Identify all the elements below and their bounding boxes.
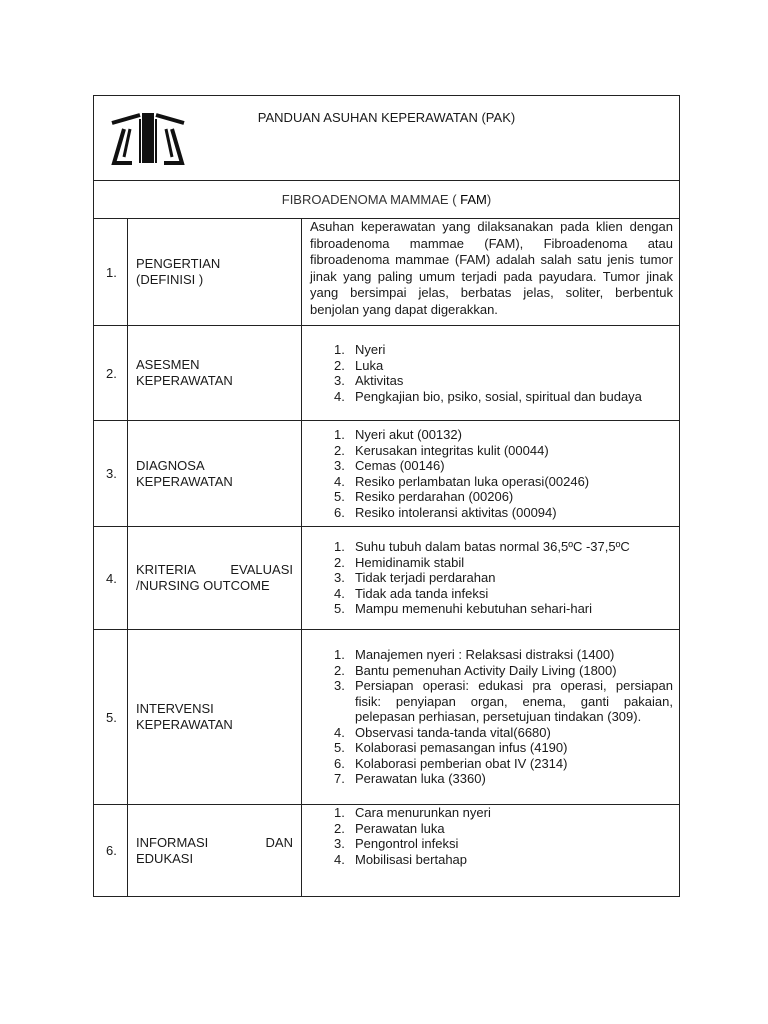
row-number: 1. xyxy=(94,219,128,326)
list-item: 1. Suhu tubuh dalam batas normal 36,5ºC -37,5ºC xyxy=(334,539,630,555)
list-item: 1. Manajemen nyeri : Relaksasi distraksi (1400) xyxy=(334,647,615,663)
list-cell xyxy=(302,805,680,897)
topic-abbr: FAM xyxy=(460,192,487,207)
list-item: 4. Observasi tanda-tanda vital(6680) xyxy=(334,724,551,740)
list-item: 1. Nyeri xyxy=(334,342,386,357)
list-item: 3. Aktivitas xyxy=(334,373,404,388)
numbered-list xyxy=(310,342,673,404)
topic-suffix: ) xyxy=(486,192,492,207)
list-item: 2. Hemidinamik stabil xyxy=(334,554,465,570)
list-item: 5. Mampu memenuhi kebutuhan sehari-hari xyxy=(334,601,593,617)
topic-title xyxy=(282,192,491,207)
table-row xyxy=(94,326,680,421)
row-label-line: ASESMEN xyxy=(136,357,200,372)
row-label xyxy=(128,326,302,421)
definition-cell xyxy=(302,219,680,326)
list-item: 4. Mobilisasi bertahap xyxy=(334,851,468,867)
numbered-list xyxy=(310,805,673,867)
list-item: 5. Kolaborasi pemasangan infus (4190) xyxy=(334,740,568,756)
table-row xyxy=(94,421,680,527)
list-item: 3. Cemas (00146) xyxy=(334,458,445,473)
topic-cell xyxy=(94,181,680,219)
header-cell xyxy=(94,96,680,181)
row-label xyxy=(128,421,302,527)
row-label xyxy=(128,527,302,630)
list-cell xyxy=(302,421,680,527)
row-label-line: /NURSING OUTCOME xyxy=(136,578,270,593)
list-cell xyxy=(302,630,680,805)
row-label-line: INFORMASI DAN xyxy=(136,834,293,850)
row-label-line: INTERVENSI xyxy=(136,701,214,716)
list-item: 2. Perawatan luka xyxy=(334,820,445,836)
list-item: 7. Perawatan luka (3360) xyxy=(334,771,486,787)
list-item: 4. Pengkajian bio, psiko, sosial, spiritual dan budaya xyxy=(334,388,642,404)
row-label-line: (DEFINISI ) xyxy=(136,272,204,287)
list-item: 4. Tidak ada tanda infeksi xyxy=(334,585,489,601)
row-label-line: DIAGNOSA xyxy=(136,457,205,473)
table-row xyxy=(94,630,680,805)
list-item: 2. Luka xyxy=(334,357,384,373)
row-number: 6. xyxy=(94,805,128,897)
row-label-line: PENGERTIAN xyxy=(136,256,221,271)
row-number: 5. xyxy=(94,630,128,805)
list-item: 6. Resiko intoleransi aktivitas (00094) xyxy=(334,504,557,520)
row-number: 4. xyxy=(94,527,128,630)
table-row xyxy=(94,805,680,897)
row-label-line: KEPERAWATAN xyxy=(136,373,233,388)
header-row xyxy=(94,96,680,181)
list-item: 5. Resiko perdarahan (00206) xyxy=(334,489,514,504)
row-label-line: KEPERAWATAN xyxy=(136,717,233,732)
document-title: PANDUAN ASUHAN KEPERAWATAN (PAK) xyxy=(257,110,516,125)
row-number: 3. xyxy=(94,421,128,527)
row-label xyxy=(128,219,302,326)
list-item: 3. Persiapan operasi: edukasi pra operasi, persiapan fisik: penyiapan organ, enema, ganti pakaian, pelepasan perhiasan, persetujuan tindakan (309). xyxy=(334,678,673,725)
list-cell xyxy=(302,326,680,421)
definition-text: Asuhan keperawatan yang dilaksanakan pada klien dengan fibroadenoma mammae (FAM), Fibroadenoma atau fibroadenoma mammae (FAM) adalah salah satu jenis tumor jinak yang paling umum terjadi pada payudara. Tumor jinak yang bersimpai jelas, berbatas jelas, soliter, berbentuk benjolan yang dapat digerakkan. xyxy=(310,219,673,317)
topic-row xyxy=(94,181,680,219)
list-item: 3. Pengontrol infeksi xyxy=(334,836,459,851)
row-label xyxy=(128,630,302,805)
numbered-list xyxy=(310,539,673,617)
table-row xyxy=(94,219,680,326)
list-item: 2. Bantu pemenuhan Activity Daily Living (1800) xyxy=(334,662,617,678)
list-item: 3. Tidak terjadi perdarahan xyxy=(334,570,496,586)
table-row xyxy=(94,527,680,630)
numbered-list xyxy=(310,647,673,787)
nursing-guide-table xyxy=(93,95,680,897)
list-item: 2. Kerusakan integritas kulit (00044) xyxy=(334,442,549,458)
list-item: 4. Resiko perlambatan luka operasi(00246) xyxy=(334,473,590,489)
row-label xyxy=(128,805,302,897)
list-item: 1. Cara menurunkan nyeri xyxy=(334,805,491,820)
row-label-line: KRITERIA EVALUASI xyxy=(136,562,293,577)
row-label-line: KEPERAWATAN xyxy=(136,473,233,489)
list-cell xyxy=(302,527,680,630)
topic-prefix: FIBROADENOMA MAMMAE ( xyxy=(281,192,461,207)
list-item: 6. Kolaborasi pemberian obat IV (2314) xyxy=(334,755,568,771)
row-label-line: EDUKASI xyxy=(136,850,194,866)
list-item: 1. Nyeri akut (00132) xyxy=(334,427,462,442)
row-number: 2. xyxy=(94,326,128,421)
numbered-list xyxy=(310,427,673,520)
